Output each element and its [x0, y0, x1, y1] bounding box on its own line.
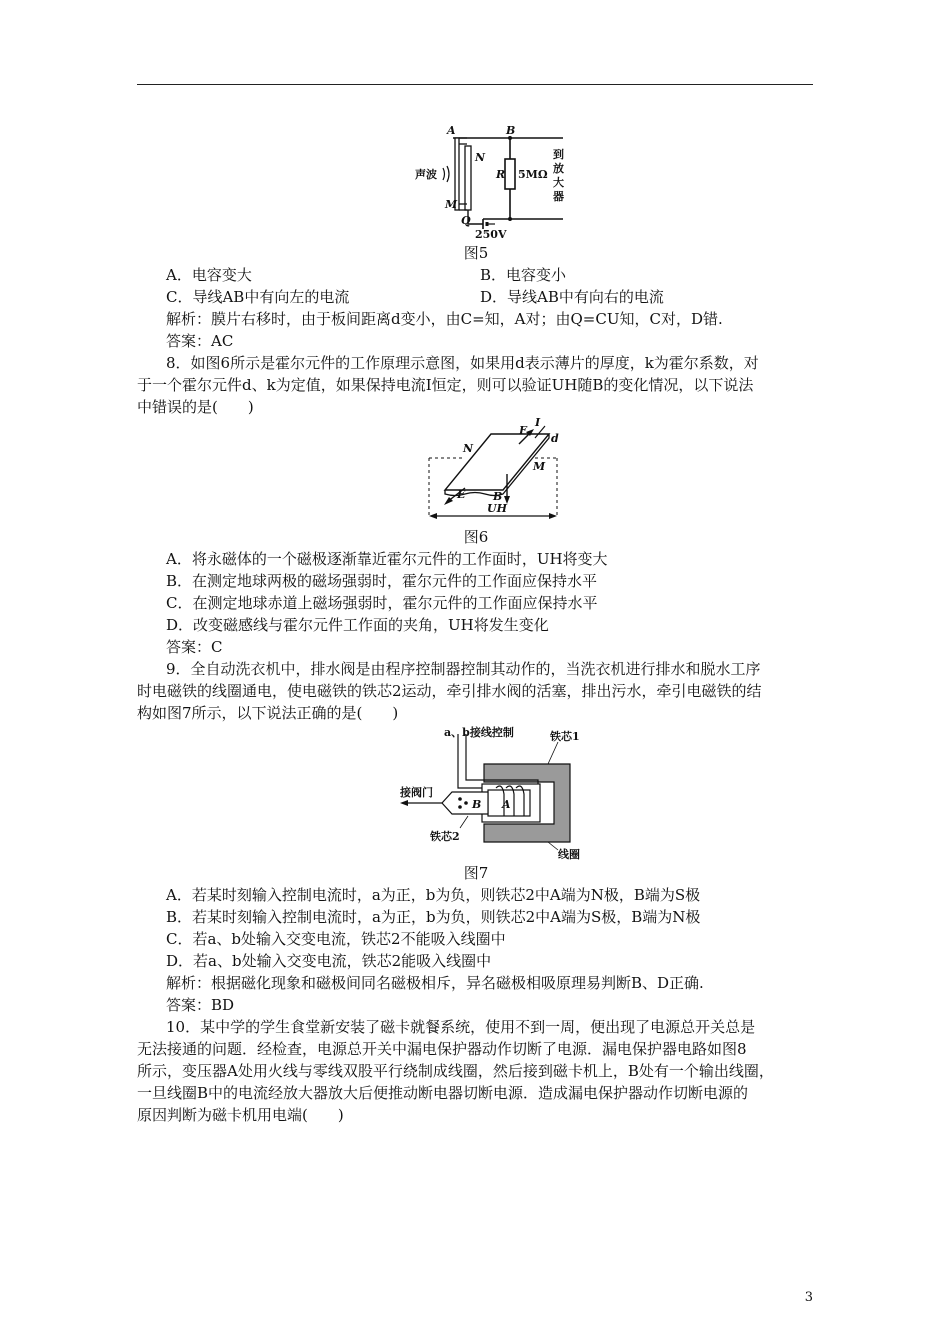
q9-option-d: D．若a、b处输入交变电流，铁芯2能吸入线圈中 — [166, 952, 492, 970]
fig5-label-n: N — [475, 151, 486, 164]
q7-answer: 答案：AC — [166, 332, 234, 350]
fig7-label-a: A — [502, 798, 511, 811]
header-rule — [137, 84, 813, 85]
q9-stem-3: 构如图7所示，以下说法正确的是( ) — [137, 704, 399, 722]
q10-stem-4: 一旦线圈B中的电流经放大器放大后便推动断电器切断电源．造成漏电保护器动作切断电源的 — [137, 1084, 749, 1102]
page-number: 3 — [804, 1290, 813, 1305]
q7-analysis: 解析：膜片右移时，由于板间距离d变小，由C=知，A对；由Q=CU知，C对，D错. — [166, 310, 723, 328]
q7-option-a: A．电容变大 — [166, 266, 252, 284]
fig6-label-uh: UH — [487, 502, 507, 515]
q10-stem-2: 无法接通的问题．经检查，电源总开关中漏电保护器动作切断了电源．漏电保护器电路如图8 — [137, 1040, 747, 1058]
figure-7-caption: 图7 — [463, 864, 489, 882]
q8-stem-2: 于一个霍尔元件d、k为定值，如果保持电流I恒定，则可以验证UH随B的变化情况，以下说法 — [137, 376, 754, 394]
figure-7 — [398, 724, 594, 860]
fig6-label-e: E — [457, 488, 466, 501]
fig5-label-m: M — [445, 198, 458, 211]
q9-stem-1: 9．全自动洗衣机中，排水阀是由程序控制器控制其动作的，当洗衣机进行排水和脱水工序 — [166, 660, 761, 678]
fig5-sound-label: 声波 — [415, 168, 437, 181]
figure-5-caption: 图5 — [463, 244, 489, 262]
fig5-label-b: B — [506, 124, 516, 137]
fig6-label-i: I — [535, 418, 541, 429]
fig7-valve-label: 接阀门 — [400, 786, 433, 799]
fig7-control-label: a、b接线控制 — [444, 726, 514, 739]
fig7-core1-label: 铁芯1 — [550, 730, 580, 743]
fig6-label-m: M — [533, 460, 546, 473]
fig5-amp-2: 放 — [553, 162, 564, 175]
q10-stem-3: 所示，变压器A处用火线与零线双股平行绕制成线圈，然后接到磁卡机上，B处有一个输出线圈， — [137, 1062, 774, 1080]
figure-6 — [425, 418, 565, 524]
fig5-label-a: A — [447, 124, 456, 137]
q8-option-b: B．在测定地球两极的磁场强弱时，霍尔元件的工作面应保持水平 — [166, 572, 598, 590]
q9-answer: 答案：BD — [166, 996, 235, 1014]
figure-5 — [405, 124, 580, 240]
q10-stem-5: 原因判断为磁卡机用电端( ) — [137, 1106, 344, 1124]
fig5-amp-4: 器 — [553, 190, 564, 203]
fig7-core2-label: 铁芯2 — [430, 830, 460, 843]
q8-option-a: A．将永磁体的一个磁极逐渐靠近霍尔元件的工作面时，UH将变大 — [166, 550, 608, 568]
fig7-coil-label: 线圈 — [558, 848, 580, 860]
fig6-label-n: N — [463, 442, 474, 455]
fig7-label-b: B — [472, 798, 482, 811]
q9-option-c: C．若a、b处输入交变电流，铁芯2不能吸入线圈中 — [166, 930, 506, 948]
fig5-amp-3: 大 — [553, 176, 564, 189]
q9-option-a: A．若某时刻输入控制电流时，a为正，b为负，则铁芯2中A端为N极，B端为S极 — [166, 886, 701, 904]
q9-stem-2: 时电磁铁的线圈通电，使电磁铁的铁芯2运动，牵引排水阀的活塞，排出污水，牵引电磁铁的结 — [137, 682, 762, 700]
fig5-voltage-label: 250V — [475, 228, 507, 240]
q8-option-c: C．在测定地球赤道上磁场强弱时，霍尔元件的工作面应保持水平 — [166, 594, 598, 612]
figure-6-caption: 图6 — [463, 528, 489, 546]
fig5-label-q: Q — [461, 214, 471, 227]
fig6-label-b: B — [493, 490, 503, 503]
q8-option-d: D．改变磁感线与霍尔元件工作面的夹角，UH将发生变化 — [166, 616, 549, 634]
q7-option-b: B．电容变小 — [480, 266, 567, 284]
fig6-label-f: F — [519, 424, 527, 437]
q9-analysis: 解析：根据磁化现象和磁极间同名磁极相斥，异名磁极相吸原理易判断B、D正确. — [166, 974, 704, 992]
q8-stem-3: 中错误的是( ) — [137, 398, 254, 416]
q9-option-b: B．若某时刻输入控制电流时，a为正，b为负，则铁芯2中A端为S极，B端为N极 — [166, 908, 701, 926]
fig6-label-d: d — [551, 432, 559, 445]
fig5-resistor-label: 5MΩ — [518, 168, 548, 181]
q8-answer: 答案：C — [166, 638, 223, 656]
q8-stem-1: 8．如图6所示是霍尔元件的工作原理示意图，如果用d表示薄片的厚度，k为霍尔系数，对 — [166, 354, 759, 372]
q7-option-c: C．导线AB中有向左的电流 — [166, 288, 350, 306]
q10-stem-1: 10．某中学的学生食堂新安装了磁卡就餐系统，使用不到一周，便出现了电源总开关总是 — [166, 1018, 756, 1036]
q7-option-d: D．导线AB中有向右的电流 — [480, 288, 664, 306]
fig5-label-r: R — [496, 168, 506, 181]
fig5-amp-1: 到 — [553, 148, 564, 161]
